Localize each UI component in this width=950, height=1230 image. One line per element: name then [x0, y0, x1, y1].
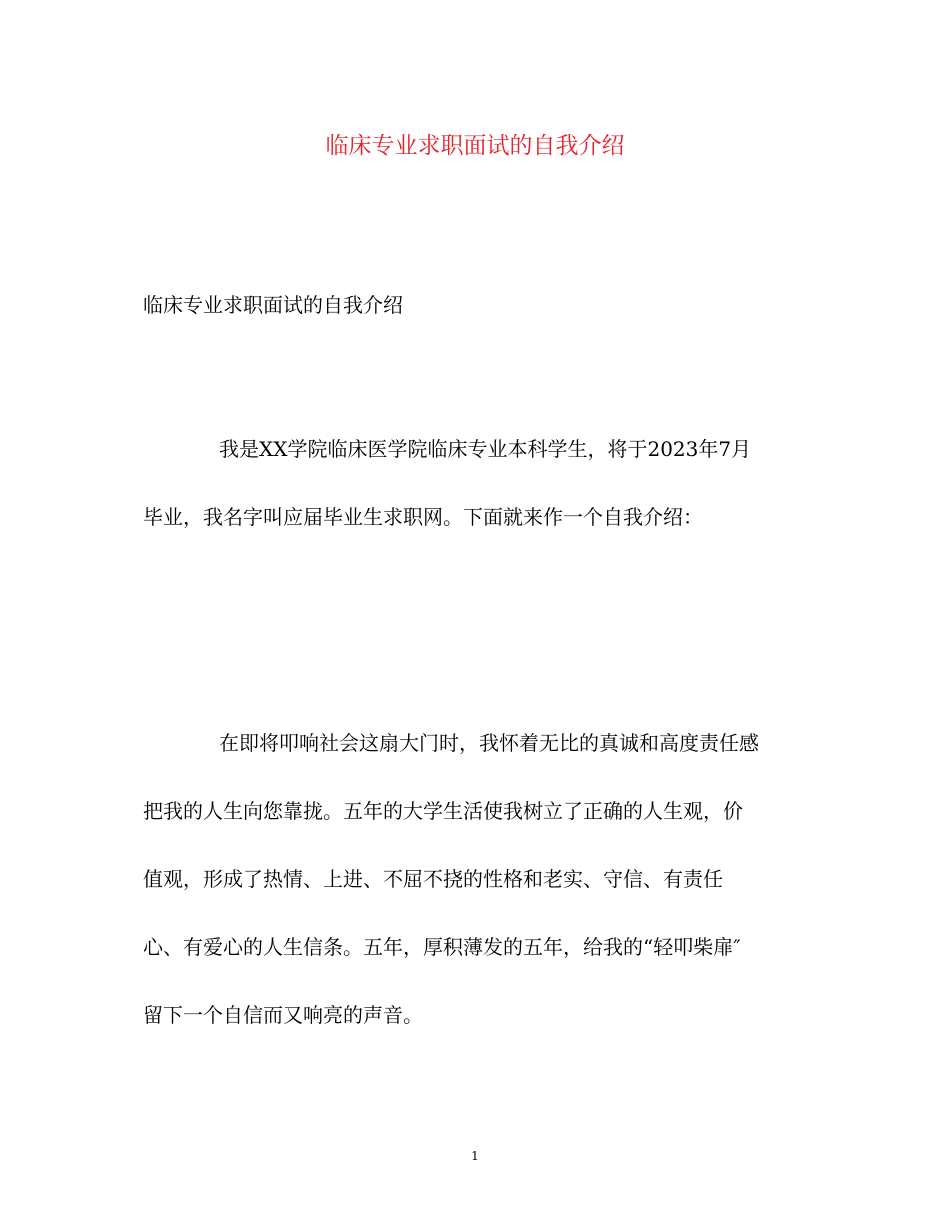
- paragraph-line: 在即将叩响社会这扇大门时，我怀着无比的真诚和高度责任感: [219, 731, 759, 755]
- paragraph-line: 我是XX学院临床医学院临床专业本科学生，将于2023年7月: [219, 437, 752, 461]
- paragraph-intro: [143, 434, 815, 570]
- paragraph-line: 心、有爱心的人生信条。五年，厚积薄发的五年，给我的“轻叩柴扉″: [143, 935, 741, 959]
- paragraph-line: 把我的人生向您靠拢。五年的大学生活使我树立了正确的人生观，价: [143, 799, 743, 823]
- paragraph-line: 毕业，我名字叫应届毕业生求职网。下面就来作一个自我介绍：: [143, 505, 703, 529]
- paragraph-body: [143, 728, 815, 1068]
- paragraph-line: 留下一个自信而又响亮的声音。: [143, 1003, 423, 1027]
- document-title: 临床专业求职面试的自我介绍: [325, 133, 625, 159]
- document-subtitle: 临床专业求职面试的自我介绍: [143, 293, 403, 317]
- paragraph-line: 值观，形成了热情、上进、不屈不挠的性格和老实、守信、有责任: [143, 867, 723, 891]
- page-number: 1: [471, 1149, 479, 1163]
